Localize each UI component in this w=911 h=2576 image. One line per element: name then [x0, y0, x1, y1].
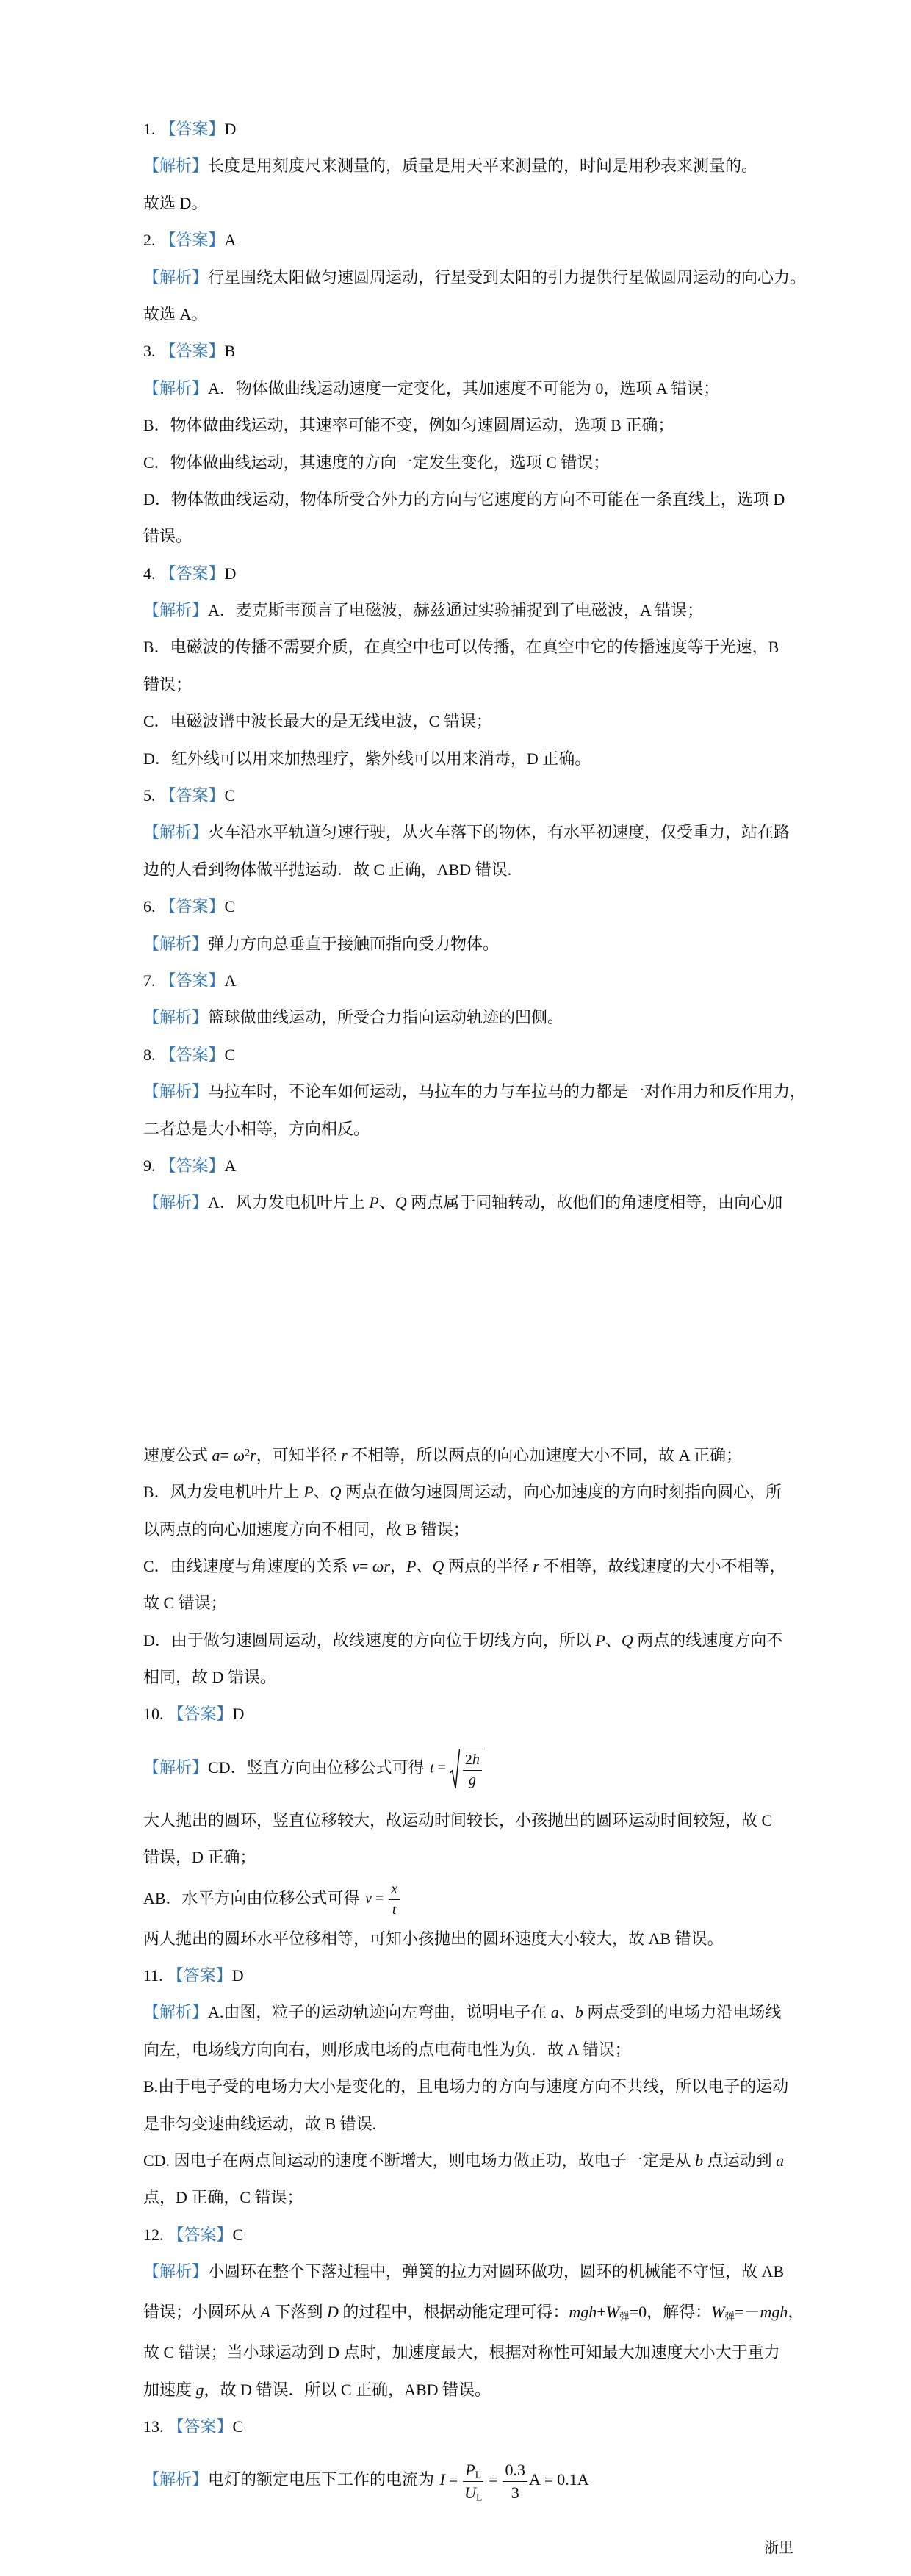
question-number: 10. [143, 1705, 164, 1724]
answer-label: 【答案】 [159, 342, 225, 361]
question-number: 4. [143, 564, 156, 583]
analysis-text: D．由于做匀速圆周运动，故线速度的方向位于切线方向，所以 [143, 1630, 596, 1649]
voltage-symbol: U [464, 2483, 476, 2502]
analysis-line [143, 1073, 807, 1110]
analysis-text: B．物体做曲线运动，其速率可能不变，例如匀速圆周运动，选项 B 正确； [143, 416, 674, 435]
formula-time [430, 1749, 485, 1790]
analysis-line [143, 1111, 804, 1148]
analysis-text: 故选 A。 [143, 304, 208, 323]
analysis-text: ，解得： [647, 2303, 712, 2322]
answer-line [143, 2408, 804, 2445]
analysis-line [143, 926, 804, 963]
analysis-line [143, 2334, 804, 2371]
denominator [464, 2482, 482, 2502]
analysis-line [143, 814, 804, 851]
analysis-text: A．风力发电机叶片上 [208, 1193, 370, 1212]
analysis-text: 故 C 错误； [143, 1594, 227, 1613]
analysis-line [143, 741, 804, 777]
equals-sign: = [489, 2470, 498, 2489]
analysis-line [143, 407, 804, 444]
analysis-line [143, 1733, 804, 1802]
answer-line [143, 888, 804, 925]
denominator: t [392, 1902, 397, 1918]
question-3 [143, 333, 804, 555]
answer-line [143, 777, 804, 814]
question-number: 5. [143, 786, 156, 805]
analysis-text: 两点受到的电场力沿电场线 [583, 2003, 782, 2022]
analysis-text: 火车沿水平轨道匀速行驶，从火车落下的物体，有水平初速度，仅受重力，站在路 [208, 823, 791, 842]
answer-line [143, 111, 804, 148]
analysis-line [143, 445, 804, 481]
answer-label: 【答案】 [159, 897, 225, 916]
analysis-label: 【解析】 [143, 601, 209, 620]
analysis-label: 【解析】 [143, 1008, 209, 1027]
variable-w: W [711, 2303, 725, 2322]
analysis-text: 弹力方向总垂直于接触面指向受力物体。 [208, 934, 500, 953]
question-4 [143, 555, 804, 777]
formula-lhs: t [430, 1760, 434, 1777]
analysis-line [143, 185, 804, 222]
variable-q: Q [329, 1483, 342, 1502]
answer-label: 【答案】 [168, 1705, 233, 1724]
analysis-text: 错误；小圆环从 [143, 2303, 261, 2322]
analysis-line [143, 999, 804, 1036]
analysis-text: 故 C 错误；当小球运动到 D 点时，加速度最大，根据对称性可知最大加速度大小大于重力 [143, 2343, 780, 2362]
analysis-line [143, 259, 807, 296]
analysis-line [143, 1184, 804, 1221]
subscript: 弹 [724, 2311, 735, 2323]
question-12 [143, 2217, 804, 2408]
variable-v: v [352, 1556, 359, 1575]
analysis-label: 【解析】 [143, 823, 209, 842]
analysis-line [143, 703, 804, 740]
question-5 [143, 777, 804, 888]
analysis-text: 电灯的额定电压下工作的电流为 [208, 2470, 439, 2489]
analysis-text: 、 [558, 2003, 575, 2022]
analysis-text: 边的人看到物体做平抛运动．故 C 正确，ABD 错误. [143, 860, 512, 879]
answer-value: A [224, 1156, 237, 1175]
answer-label: 【答案】 [159, 120, 225, 138]
analysis-text: 篮球做曲线运动，所受合力指向运动轨迹的凹侧。 [208, 1008, 564, 1027]
answer-line [143, 555, 804, 592]
question-number: 2. [143, 231, 156, 250]
analysis-text: 两点的线速度方向不 [633, 1630, 783, 1649]
variable-q: Q [621, 1630, 633, 1649]
operator: =－ [735, 2303, 760, 2322]
question-9 [143, 1148, 804, 1697]
result: 0.1A [557, 2470, 589, 2489]
answer-value: A [224, 231, 237, 250]
analysis-text: = [359, 1556, 372, 1575]
radical-sign-icon [450, 1749, 460, 1790]
question-6 [143, 888, 804, 963]
variable-p: P [369, 1193, 379, 1212]
answer-value: B [224, 342, 236, 361]
analysis-text: 、 [313, 1483, 330, 1502]
analysis-line [143, 2032, 804, 2068]
analysis-text: 以两点的向心加速度方向不相同，故 B 错误； [143, 1519, 469, 1539]
answer-value: C [232, 2417, 244, 2436]
answer-line [143, 1037, 804, 1073]
power-symbol: P [465, 2461, 475, 2480]
analysis-text: 两人抛出的圆环水平位移相等，可知小孩抛出的圆环速度大小较大，故 AB 错误。 [143, 1929, 724, 1948]
analysis-text: ，故 D 错误．所以 C 正确，ABD 错误。 [204, 2380, 491, 2399]
answer-line [143, 1696, 804, 1733]
analysis-text: 相同，故 D 错误。 [143, 1668, 276, 1687]
variable-r: r [341, 1445, 348, 1464]
fraction [463, 1752, 482, 1789]
analysis-line [143, 1585, 804, 1622]
variable-w: W [605, 2303, 620, 2322]
equals-sign: = [448, 2470, 458, 2489]
analysis-text: 不相等，故线速度的大小不相等， [539, 1556, 786, 1575]
variable-p: P [595, 1630, 605, 1649]
answer-label: 【答案】 [159, 1045, 225, 1064]
variable-q: Q [432, 1556, 444, 1575]
analysis-text: 加速度 [143, 2380, 196, 2399]
answer-label: 【答案】 [168, 2225, 233, 2244]
answer-value: C [224, 1045, 236, 1064]
analysis-text: A．麦克斯韦预言了电磁波，赫兹通过实验捕捉到了电磁波，A 错误； [208, 601, 704, 620]
analysis-text: 速度公式 [143, 1445, 212, 1464]
point-a: A [260, 2303, 270, 2322]
analysis-line [143, 1548, 804, 1585]
answer-label: 【答案】 [167, 1966, 232, 1985]
subscript: L [475, 2492, 483, 2503]
analysis-text: 不相等，所以两点的向心加速度大小不同，故 A 正确； [347, 1445, 742, 1464]
subscript: 弹 [619, 2311, 630, 2323]
variable-a: a [212, 1445, 220, 1464]
answer-line [143, 333, 804, 370]
analysis-line [143, 370, 804, 407]
equals-sign: = [544, 2470, 554, 2489]
question-8 [143, 1037, 807, 1148]
answer-line [143, 1148, 804, 1184]
question-2 [143, 222, 807, 333]
answer-line [143, 222, 804, 259]
analysis-line [143, 1659, 804, 1696]
analysis-text: CD. 因电子在两点间运动的速度不断增大，则电场力做正功，故电子一定是从 [143, 2151, 696, 2170]
analysis-label: 【解析】 [143, 934, 209, 953]
question-1 [143, 111, 804, 222]
analysis-line [143, 2068, 804, 2105]
page-footer: 浙里 [764, 2540, 793, 2556]
variable-mgh: mgh [569, 2303, 597, 2322]
numerator: 0.3 [503, 2461, 527, 2481]
answer-value: C [224, 897, 236, 916]
analysis-label: 【解析】 [143, 1193, 209, 1212]
analysis-line [143, 2143, 804, 2179]
answer-value: A [224, 971, 237, 990]
question-13 [143, 2408, 804, 2514]
answer-key-content [143, 111, 807, 2514]
analysis-line [143, 1511, 804, 1548]
question-10 [143, 1696, 804, 1957]
analysis-label: 【解析】 [143, 1082, 209, 1101]
analysis-line [143, 1994, 804, 2031]
analysis-text: 的过程中，根据动能定理可得： [338, 2303, 569, 2322]
analysis-text: A.由图，粒子的运动轨迹向左弯曲，说明电子在 [208, 2003, 551, 2022]
analysis-line [143, 1622, 804, 1659]
operator: + [597, 2303, 606, 2322]
variable-r: r [533, 1556, 539, 1575]
numerator [463, 2461, 483, 2481]
analysis-line [143, 1877, 804, 1921]
operator: =0 [629, 2303, 647, 2322]
question-number: 13. [143, 2417, 164, 2436]
analysis-line [143, 296, 804, 333]
question-number: 7. [143, 971, 156, 990]
formula-lhs: v [365, 1890, 372, 1907]
variable-b: b [695, 2151, 704, 2170]
variable-mgh: mgh [760, 2303, 788, 2322]
answer-value: D [224, 120, 237, 138]
analysis-line [143, 1437, 804, 1474]
radicand [460, 1749, 485, 1789]
analysis-text: B．风力发电机叶片上 [143, 1483, 304, 1502]
analysis-text: = [220, 1445, 234, 1464]
analysis-label: 【解析】 [143, 378, 209, 397]
answer-label: 【答案】 [159, 971, 225, 990]
analysis-text: 下落到 [270, 2303, 327, 2322]
analysis-text: CD．竖直方向由位移公式可得 [208, 1757, 429, 1777]
answer-value: C [224, 786, 236, 805]
question-11 [143, 1957, 804, 2217]
exponent: 2 [244, 1447, 251, 1459]
analysis-line [143, 1802, 804, 1839]
analysis-line [143, 666, 804, 703]
question-number: 11. [143, 1966, 163, 1985]
answer-label: 【答案】 [159, 231, 225, 250]
analysis-label: 【解析】 [143, 2262, 209, 2281]
equals-sign: = [375, 1890, 384, 1907]
analysis-text: 点，D 正确，C 错误； [143, 2188, 303, 2207]
analysis-line [143, 2372, 804, 2408]
analysis-text: 二者总是大小相等，方向相反。 [143, 1119, 370, 1138]
analysis-text: 错误。 [143, 527, 192, 546]
analysis-text: C．由线速度与角速度的关系 [143, 1556, 353, 1575]
analysis-text: D．物体做曲线运动，物体所受合外力的方向与它速度的方向不可能在一条直线上，选项 D [143, 489, 785, 508]
answer-line [143, 2217, 804, 2253]
analysis-label: 【解析】 [143, 1757, 209, 1777]
answer-value: D [224, 564, 237, 583]
analysis-text: 两点属于同轴转动，故他们的角速度相等，由向心加 [406, 1193, 783, 1212]
question-7 [143, 963, 804, 1037]
analysis-text: B．电磁波的传播不需要介质，在真空中也可以传播，在真空中它的传播速度等于光速，B [143, 638, 779, 657]
variable-g: g [195, 2380, 204, 2399]
numerator-variable: h [472, 1751, 480, 1768]
answer-value: C [232, 2225, 244, 2244]
question-number: 1. [143, 120, 156, 138]
answer-label: 【答案】 [159, 1156, 225, 1175]
analysis-label: 【解析】 [143, 2470, 209, 2489]
answer-label: 【答案】 [168, 2417, 233, 2436]
variable-p: P [303, 1483, 314, 1502]
numerator: x [389, 1881, 400, 1900]
formula-lhs: I [439, 2470, 445, 2489]
formula-velocity [365, 1881, 401, 1918]
denominator: g [468, 1771, 476, 1788]
question-number: 8. [143, 1045, 156, 1064]
analysis-text: 两点在做匀速圆周运动，向心加速度的方向时刻指向圆心，所 [341, 1483, 782, 1502]
fraction [389, 1881, 400, 1918]
analysis-line [143, 481, 804, 518]
analysis-label: 【解析】 [143, 2003, 209, 2022]
analysis-label: 【解析】 [143, 156, 209, 176]
variable-p: P [406, 1556, 417, 1575]
analysis-text: ，可知半径 [256, 1445, 342, 1464]
analysis-text: ， [389, 1556, 406, 1575]
square-root [450, 1749, 485, 1790]
analysis-text: 是非匀变速曲线运动，故 B 错误. [143, 2114, 377, 2133]
answer-label: 【答案】 [159, 786, 225, 805]
analysis-line [143, 629, 804, 666]
analysis-line [143, 852, 804, 888]
analysis-text: 错误，D 正确； [143, 1848, 256, 1867]
question-number: 6. [143, 897, 156, 916]
analysis-text: 、 [605, 1630, 622, 1649]
analysis-text: D．红外线可以用来加热理疗，紫外线可以用来消毒，D 正确。 [143, 749, 591, 768]
answer-line [143, 1957, 804, 1994]
variable-omega: ω [233, 1445, 245, 1464]
analysis-text: 向左，电场线方向向右，则形成电场的点电荷电性为负．故 A 错误； [143, 2040, 631, 2059]
answer-line [143, 963, 804, 999]
analysis-text: 行星围绕太阳做匀速圆周运动，行星受到太阳的引力提供行星做圆周运动的向心力。 [208, 267, 807, 287]
fraction-power-voltage [463, 2461, 483, 2502]
variable-q: Q [395, 1193, 407, 1212]
analysis-line [143, 2294, 804, 2331]
numerator [463, 1752, 482, 1771]
question-number: 3. [143, 342, 156, 361]
equals-sign: = [437, 1760, 446, 1777]
analysis-text: 小圆环在整个下落过程中，弹簧的拉力对圆环做功，圆环的机械能不守恒，故 AB [208, 2262, 785, 2281]
analysis-line [143, 518, 804, 555]
analysis-text: C．物体做曲线运动，其速度的方向一定发生变化，选项 C 错误； [143, 453, 610, 472]
analysis-text: ， [788, 2303, 804, 2322]
answer-label: 【答案】 [159, 564, 225, 583]
analysis-line [143, 2445, 804, 2514]
denominator: 3 [511, 2483, 519, 2502]
variable-a: a [776, 2151, 785, 2170]
analysis-text: 大人抛出的圆环，竖直位移较大，故运动时间较长，小孩抛出的圆环运动时间较短，故 C [143, 1810, 773, 1830]
analysis-text: B.由于电子受的电场力大小是变化的，且电场力的方向与速度方向不共线，所以电子的运动 [143, 2077, 789, 2096]
question-number: 9. [143, 1156, 156, 1175]
analysis-text: 点运动到 [703, 2151, 777, 2170]
analysis-text: 故选 D。 [143, 193, 208, 212]
point-d: D [326, 2303, 339, 2322]
analysis-text: 错误； [143, 674, 192, 694]
variable-r: r [250, 1445, 256, 1464]
analysis-line [143, 2106, 804, 2143]
subscript: L [475, 2469, 482, 2480]
analysis-line [143, 2253, 804, 2290]
analysis-text: 长度是用刻度尺来测量的，质量是用天平来测量的，时间是用秒表来测量的。 [208, 156, 758, 176]
formula-current [440, 2461, 589, 2502]
analysis-line [143, 1474, 804, 1511]
analysis-line [143, 148, 804, 184]
analysis-label: 【解析】 [143, 267, 209, 287]
question-number: 12. [143, 2225, 164, 2244]
variable-a: a [550, 2003, 559, 2022]
unit: A [528, 2470, 541, 2489]
analysis-text: A．物体做曲线运动速度一定变化，其加速度不可能为 0，选项 A 错误； [208, 378, 720, 397]
analysis-text: 两点的半径 [444, 1556, 533, 1575]
analysis-line [143, 2179, 804, 2216]
variable-b: b [575, 2003, 583, 2022]
analysis-line [143, 1839, 804, 1876]
analysis-text: 马拉车时，不论车如何运动，马拉车的力与车拉马的力都是一对作用力和反作用力， [208, 1082, 807, 1101]
variable-omega-r: ωr [372, 1556, 390, 1575]
numerator-coefficient: 2 [464, 1751, 472, 1768]
analysis-line [143, 1921, 804, 1957]
analysis-text: C．电磁波谱中波长最大的是无线电波，C 错误； [143, 712, 492, 731]
analysis-line [143, 592, 804, 629]
analysis-text: 、 [416, 1556, 433, 1575]
fraction-values [503, 2461, 527, 2502]
answer-value: D [232, 1705, 245, 1724]
analysis-text: 、 [378, 1193, 395, 1212]
answer-value: D [231, 1966, 244, 1985]
analysis-text: AB．水平方向由位移公式可得 [143, 1888, 364, 1907]
